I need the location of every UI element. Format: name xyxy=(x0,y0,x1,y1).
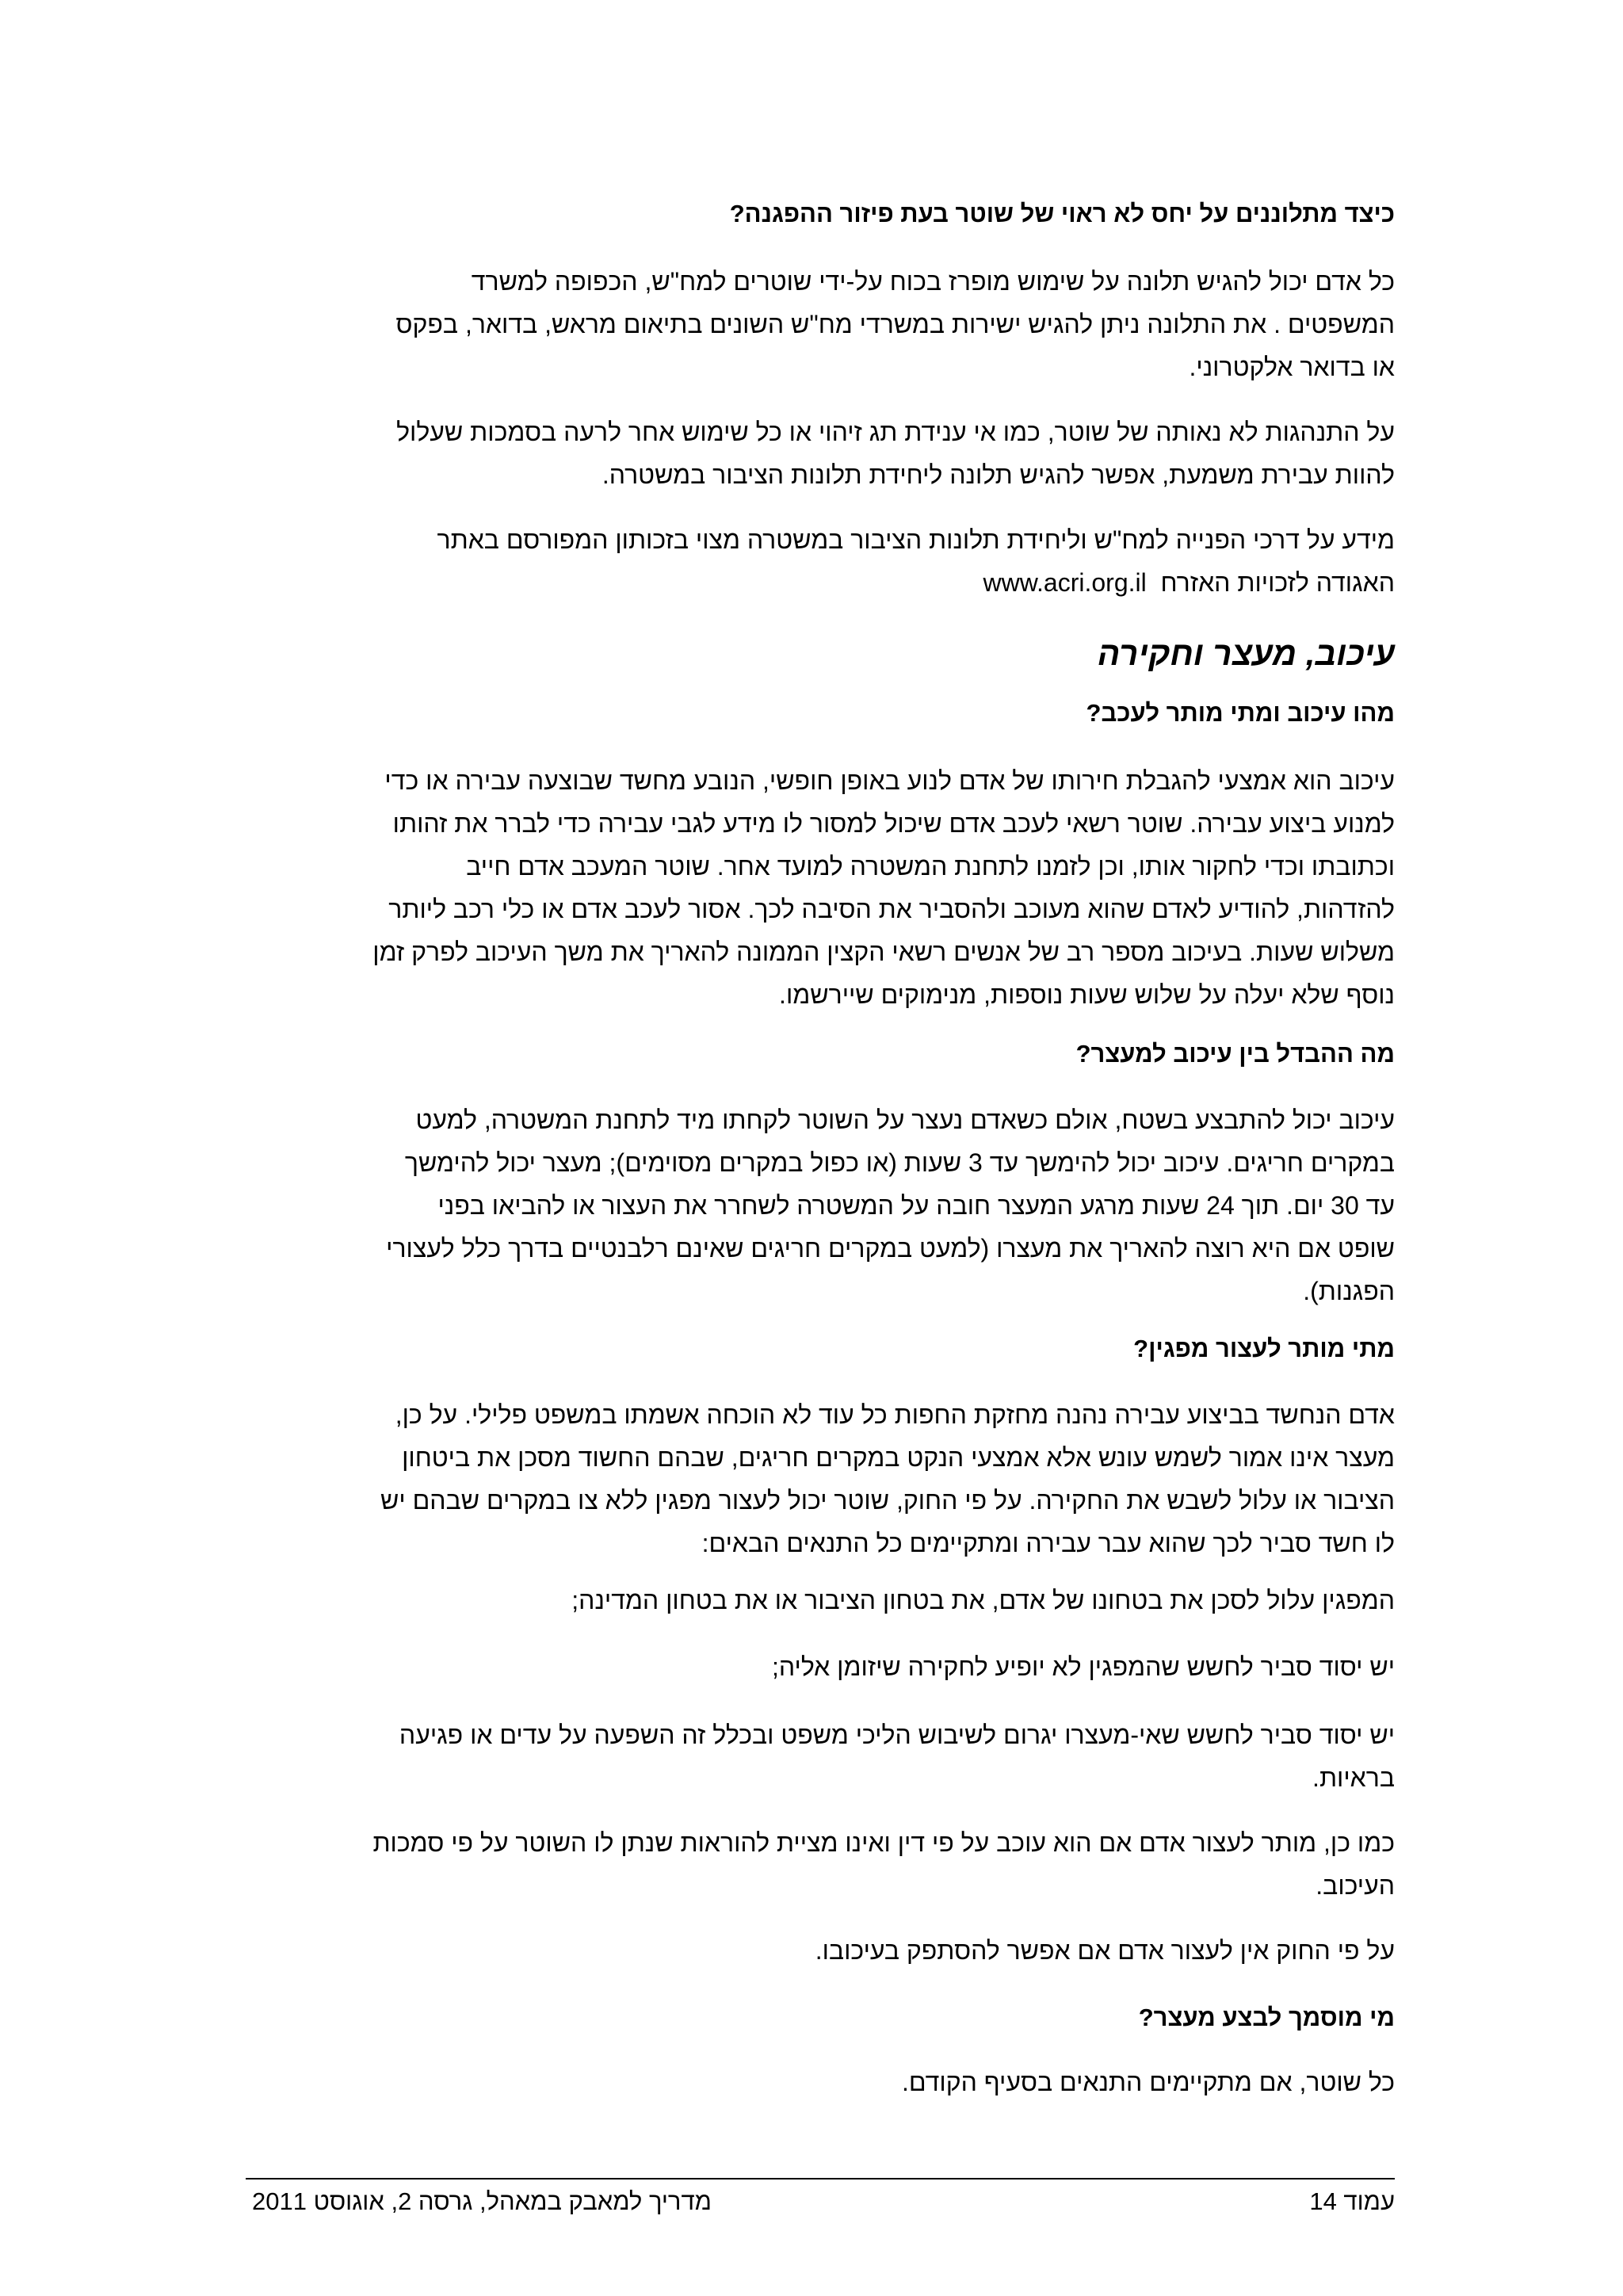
footer-document-title: מדריך למאבק במאהל, גרסה 2, אוגוסט 2011 xyxy=(252,2187,712,2215)
text-line: הפגנות). xyxy=(1303,1277,1395,1305)
section-title: עיכוב, מעצר וחקירה xyxy=(1098,635,1395,672)
footer-page-number: עמוד 14 xyxy=(1309,2187,1395,2215)
arrest-condition-1 xyxy=(246,1579,1395,1622)
text-line: מידע על דרכי הפנייה למח"ש וליחידת תלונות הציבור במשטרה מצוי בזכותון המפורסם באתר xyxy=(437,525,1395,554)
text-line: עיכוב הוא אמצעי להגבלת חירותו של אדם לנוע באופן חופשי, הנובע מחשד שבוצעה עבירה או כדי xyxy=(384,766,1395,795)
acri-label: האגודה לזכויות האזרח xyxy=(1160,568,1395,597)
complaint-paragraph-1 xyxy=(246,260,1395,388)
arrest-paragraph-2 xyxy=(246,1821,1395,1907)
difference-paragraph xyxy=(246,1098,1395,1312)
complaint-heading: כיצד מתלוננים על יחס לא ראוי של שוטר בעת פיזור ההפגנה? xyxy=(729,200,1395,227)
text-line: יש יסוד סביר לחשש שהמפגין לא יופיע לחקירה שיזומן אליה; xyxy=(772,1652,1395,1681)
text-line: כל אדם יכול להגיש תלונה על שימוש מופרז בכוח על-ידי שוטרים למח"ש, הכפופה למשרד xyxy=(471,267,1395,296)
authority-paragraph xyxy=(246,2061,1395,2103)
text-line: העיכוב. xyxy=(1316,1871,1395,1900)
text-line: להוות עבירת משמעת, אפשר להגיש תלונה ליחידת תלונות הציבור במשטרה. xyxy=(601,460,1395,489)
detention-heading: מהו עיכוב ומתי מותר לעכב? xyxy=(1086,699,1395,727)
acri-url-link[interactable]: www.acri.org.il xyxy=(983,568,1147,597)
text-line: או בדואר אלקטרוני. xyxy=(1189,353,1395,381)
authority-heading: מי מוסמך לבצע מעצר? xyxy=(1138,2004,1395,2031)
text-line: הציבור או עלול לשבש את החקירה. על פי החוק, שוטר יכול לעצור מפגין ללא צו במקרים שבהם יש xyxy=(380,1486,1395,1515)
text-line: כמו כן, מותר לעצור אדם אם הוא עוכב על פי דין ואינו מציית להוראות שנתן לו השוטר על פי סמכות xyxy=(372,1828,1395,1857)
detention-paragraph xyxy=(246,759,1395,1016)
text-line: לו חשד סביר לכך שהוא עבר עבירה ומתקיימים כל התנאים הבאים: xyxy=(701,1529,1395,1557)
text-line: על התנהגות לא נאותה של שוטר, כמו אי ענידת תג זיהוי או כל שימוש אחר לרעה בסמכות שעלול xyxy=(396,418,1395,446)
text-line: כל שוטר, אם מתקיימים התנאים בסעיף הקודם. xyxy=(902,2068,1395,2096)
text-line xyxy=(246,561,1395,604)
text-line: למנוע ביצוע עבירה. שוטר רשאי לעכב אדם שיכול למסור לו מידע לגבי עבירה כדי לברר את זהותו xyxy=(392,809,1395,838)
authority-heading-block xyxy=(246,2002,1395,2034)
complaint-paragraph-3 xyxy=(246,518,1395,604)
text-line: וכתובתו וכדי לחקור אותו, וכן לזמנו לתחנת המשטרה למועד אחר. שוטר המעכב אדם חייב xyxy=(466,852,1395,881)
difference-heading-block xyxy=(246,1038,1395,1070)
text-line: אדם הנחשד בביצוע עבירה נהנה מחזקת החפות כל עוד לא הוכחה אשמתו במשפט פלילי. על כן, xyxy=(395,1400,1395,1429)
text-line: שופט אם היא רוצה להאריך את מעצרו (למעט במקרים חריגים שאינם רלבנטיים בדרך כלל לעצורי xyxy=(386,1234,1395,1263)
text-line: עיכוב יכול להתבצע בשטח, אולם כשאדם נעצר על השוטר לקחתו מיד לתחנת המשטרה, למעט xyxy=(415,1106,1395,1134)
text-line: מעצר אינו אמור לשמש עונש אלא אמצעי הנקט במקרים חריגים, שבהם החשוד מסכן את ביטחון xyxy=(402,1443,1395,1472)
complaint-heading-block xyxy=(246,198,1395,230)
arrest-paragraph-3 xyxy=(246,1929,1395,1972)
document-page xyxy=(246,0,1395,2296)
text-line: במקרים חריגים. עיכוב יכול להימשך עד 3 שעות (או כפול במקרים מסוימים); מעצר יכול להימשך xyxy=(404,1148,1395,1177)
text-line: על פי החוק אין לעצור אדם אם אפשר להסתפק בעיכובו. xyxy=(815,1936,1395,1965)
arrest-paragraph-1 xyxy=(246,1393,1395,1564)
detention-heading-block xyxy=(246,697,1395,729)
arrest-heading-block xyxy=(246,1333,1395,1365)
complaint-paragraph-2 xyxy=(246,411,1395,496)
text-line: המפגין עלול לסכן את בטחונו של אדם, את בטחון הציבור או את בטחון המדינה; xyxy=(571,1586,1395,1614)
arrest-heading: מתי מותר לעצור מפגין? xyxy=(1133,1335,1395,1362)
arrest-condition-2 xyxy=(246,1645,1395,1688)
difference-heading: מה ההבדל בין עיכוב למעצר? xyxy=(1075,1040,1395,1068)
text-line: משלוש שעות. בעיכוב מספר רב של אנשים רשאי הקצין הממונה להאריך את משך העיכוב לפרק זמן xyxy=(372,938,1395,966)
text-line: עד 30 יום. תוך 24 שעות מרגע המעצר חובה על המשטרה לשחרר את העצור או להביאו בפני xyxy=(437,1191,1395,1220)
text-line: יש יסוד סביר לחשש שאי-מעצרו יגרום לשיבוש הליכי משפט ובכלל זה השפעה על עדים או פגיעה xyxy=(399,1721,1395,1749)
section-title-block xyxy=(246,634,1395,674)
arrest-condition-3 xyxy=(246,1713,1395,1799)
text-line: נוסף שלא יעלה על שלוש שעות נוספות, מנימוקים שיירשמו. xyxy=(779,980,1395,1009)
text-line: המשפטים . את התלונה ניתן להגיש ישירות במשרדי מח"ש השונים בתיאום מראש, בדואר, בפקס xyxy=(395,310,1395,338)
footer-divider xyxy=(246,2178,1395,2179)
text-line: להזדהות, להודיע לאדם שהוא מעוכב ולהסביר את הסיבה לכך. אסור לעכב אדם או כלי רכב ליותר xyxy=(388,895,1395,923)
text-line: בראיות. xyxy=(1312,1763,1395,1792)
